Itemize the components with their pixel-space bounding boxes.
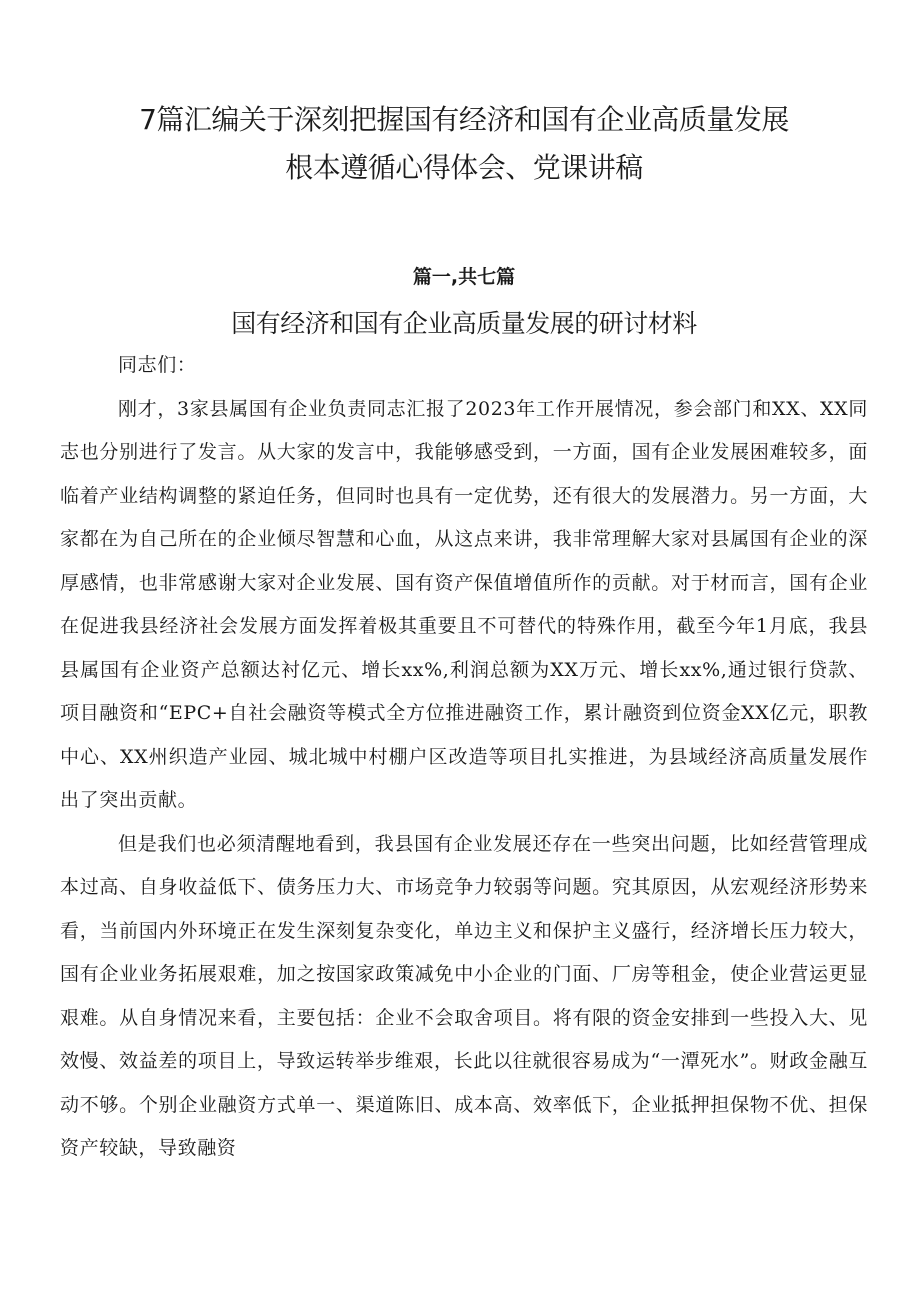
- document-title-line-1: 7篇汇编关于深刻把握国有经济和国有企业高质量发展: [139, 103, 789, 136]
- section-number: 篇一,共七篇: [412, 266, 516, 288]
- document-title: [60, 96, 868, 192]
- paragraph-1: 刚才，3家县属国有企业负责同志汇报了2023年工作开展情况，参会部门和XX、XX同志也分别进行了发言。从大家的发言中，我能够感受到，一方面，国有企业发展困难较多，面临着产业结构调整的紧迫任务，但同时也具有一定优势，还有很大的发展潜力。另一方面，大家都在为自己所在的企业倾尽智慧和心血，从这点来讲，我非常理解大家对县属国有企业的深厚感情，也非常感谢大家对企业发展、国有资产保值增值所作的贡献。对于材而言，国有企业在促进我县经济社会发展方面发挥着极其重要且不可替代的特殊作用，截至今年1月底，我县县属国有企业资产总额达衬亿元、增长xx%,利润总额为XX万元、增长xx%,通过银行贷款、项目融资和“EPC+自社会融资等模式全方位推进融资工作，累计融资到位资金XX亿元，职教中心、XX州织造产业园、城北城中村棚户区改造等项目扎实推进，为县域经济高质量发展作出了突出贡献。: [60, 397, 868, 811]
- section-title: 国有经济和国有企业高质量发展的研讨材料: [231, 309, 697, 338]
- paragraph-2: 但是我们也必须清醒地看到，我县国有企业发展还存在一些突出问题，比如经营管理成本过高、自身收益低下、债务压力大、市场竞争力较弱等问题。究其原因，从宏观经济形势来看，当前国内外环境正在发生深刻复杂变化，单边主义和保护主义盛行，经济增长压力较大，国有企业业务拓展艰难，加之按国家政策减免中小企业的门面、厂房等租金，使企业营运更显艰难。从自身情况来看，主要包括：企业不会取舍项目。将有限的资金安排到一些投入大、见效慢、效益差的项目上，导致运转举步维艰，长此以往就很容易成为“一潭死水”。财政金融互动不够。个别企业融资方式单一、渠道陈旧、成本高、效率低下，企业抵押担保物不优、担保资产较缺，导致融资: [60, 832, 868, 1159]
- document-body: [60, 344, 868, 1171]
- greeting: 同志们：: [118, 354, 197, 376]
- document-title-line-2: 根本遵循心得体会、党课讲稿: [285, 151, 643, 184]
